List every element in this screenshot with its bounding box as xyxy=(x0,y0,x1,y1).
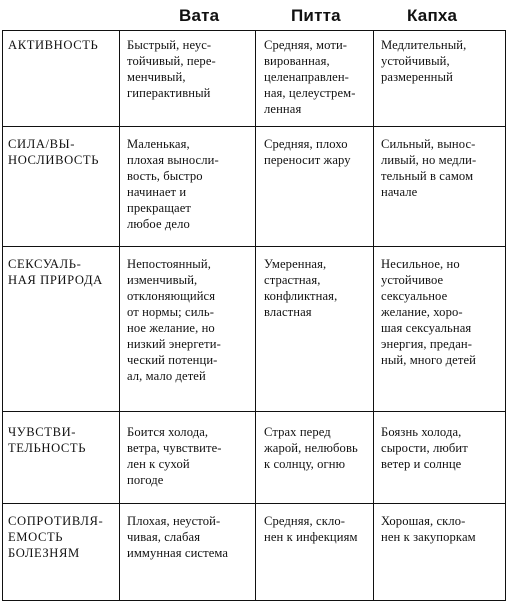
cell-activity-pitta: Средняя, моти- вированная, целенаправлен- ная, целеустрем- ленная xyxy=(264,38,356,116)
row-label-strength: СИЛА/ВЫ- НОСЛИВОСТЬ xyxy=(8,137,100,167)
row-label-sensitivity: ЧУВСТВИ- ТЕЛЬНОСТЬ xyxy=(8,425,87,455)
cell-sensitivity-kapha: Боязнь холода, сырости, любит ветер и солнце xyxy=(381,425,468,471)
cell-sensitivity-vata: Боится холода, ветра, чувствите- лен к сухой погоде xyxy=(127,425,222,487)
cell-strength-vata: Маленькая, плохая выносли- вость, быстро начинает и прекращает любое дело xyxy=(127,137,219,231)
column-header-vata: Вата xyxy=(179,6,220,25)
column-header-pitta: Питта xyxy=(291,6,341,25)
cell-activity-vata: Быстрый, неус- тойчивый, пере- менчивый, гиперактивный xyxy=(127,38,216,100)
cell-strength-kapha: Сильный, вынос- ливый, но медли- тельный в самом начале xyxy=(381,137,477,199)
column-divider xyxy=(119,30,120,601)
cell-strength-pitta: Средняя, плохо переносит жару xyxy=(264,137,351,167)
row-label-sexual-nature: СЕКСУАЛЬ- НАЯ ПРИРОДА xyxy=(8,257,103,287)
cell-sexual-nature-kapha: Несильное, но устойчивое сексуальное желание, хоро- шая сексуальная энергия, предан- ный, много детей xyxy=(381,257,476,367)
row-label-activity: АКТИВНОСТЬ xyxy=(8,38,99,52)
column-header-row xyxy=(0,0,508,30)
row-divider xyxy=(2,246,506,247)
cell-disease-resistance-vata: Плохая, неустой- чивая, слабая иммунная система xyxy=(127,514,229,560)
column-divider xyxy=(373,30,374,601)
cell-disease-resistance-kapha: Хорошая, скло- нен к закупоркам xyxy=(381,514,476,544)
row-label-disease-resistance: СОПРОТИВЛЯ- ЕМОСТЬ БОЛЕЗНЯМ xyxy=(8,514,104,560)
cell-sexual-nature-vata: Непостоянный, изменчивый, отклоняющийся от нормы; силь- ное желание, но низкий энергети- ческий потенци- ал, мало детей xyxy=(127,257,221,383)
cell-disease-resistance-pitta: Средняя, скло- нен к инфекциям xyxy=(264,514,358,544)
row-divider xyxy=(2,411,506,412)
cell-sexual-nature-pitta: Умеренная, страстная, конфликтная, властная xyxy=(264,257,338,319)
row-divider xyxy=(2,126,506,127)
column-header-kapha: Капха xyxy=(407,6,458,25)
cell-activity-kapha: Медлительный, устойчивый, размеренный xyxy=(381,38,467,84)
cell-sensitivity-pitta: Страх перед жарой, нелюбовь к солнцу, огню xyxy=(264,425,358,471)
row-divider xyxy=(2,503,506,504)
column-divider xyxy=(255,30,256,601)
